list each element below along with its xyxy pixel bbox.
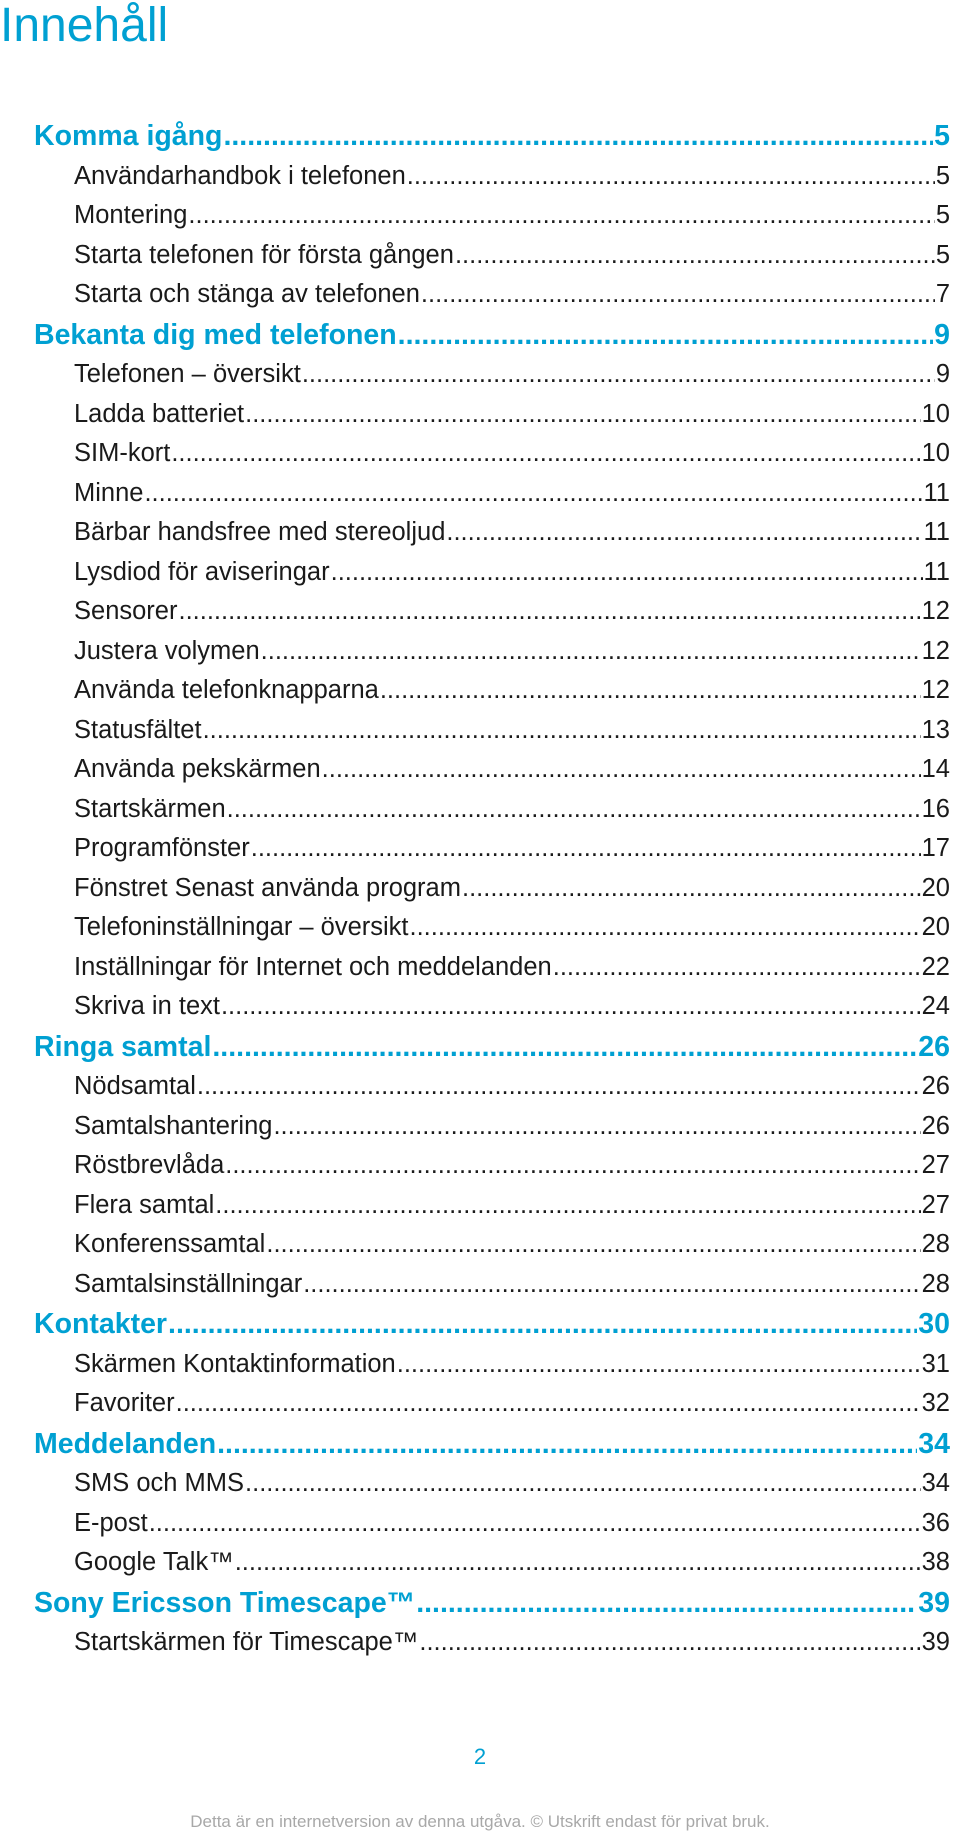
toc-subsection-entry[interactable] bbox=[34, 1464, 950, 1504]
toc-entry-page-number: 9 bbox=[934, 318, 950, 351]
toc-dot-leader bbox=[221, 987, 921, 1027]
toc-subsection-entry[interactable] bbox=[34, 1504, 950, 1544]
toc-dot-leader bbox=[410, 908, 921, 948]
toc-entry-page-number: 22 bbox=[921, 952, 950, 981]
toc-entry-page-number: 16 bbox=[921, 794, 950, 823]
toc-entry-page-number: 9 bbox=[935, 360, 950, 388]
toc-subsection-entry[interactable] bbox=[34, 275, 950, 315]
toc-entry-label: Favoriter bbox=[74, 1389, 175, 1417]
toc-dot-leader bbox=[149, 1504, 921, 1544]
toc-dot-leader bbox=[380, 671, 921, 711]
toc-entry-page-number: 10 bbox=[921, 439, 950, 467]
toc-entry-page-number: 5 bbox=[935, 240, 950, 269]
toc-entry-label: Meddelanden bbox=[34, 1427, 217, 1460]
toc-entry-label: Flera samtal bbox=[74, 1190, 215, 1219]
toc-entry-label: Använda telefonknapparna bbox=[74, 676, 379, 704]
toc-entry-page-number: 17 bbox=[921, 834, 950, 862]
toc-entry-label: Justera volymen bbox=[74, 636, 260, 665]
toc-entry-page-number: 34 bbox=[921, 1469, 950, 1497]
toc-entry-label: Nödsamtal bbox=[74, 1072, 196, 1100]
toc-subsection-entry[interactable] bbox=[34, 474, 950, 514]
toc-subsection-entry[interactable] bbox=[34, 157, 950, 197]
toc-dot-leader bbox=[421, 275, 935, 315]
toc-dot-leader bbox=[245, 395, 920, 435]
toc-entry-label: Inställningar för Internet och meddelanden bbox=[74, 952, 552, 981]
toc-entry-label: Startskärmen för Timescape™ bbox=[74, 1628, 419, 1656]
toc-entry-page-number: 27 bbox=[921, 1190, 950, 1219]
toc-dot-leader bbox=[266, 1225, 920, 1265]
toc-entry-label: Samtalshantering bbox=[74, 1111, 273, 1140]
toc-dot-leader bbox=[188, 196, 934, 236]
toc-subsection-entry[interactable] bbox=[34, 1345, 950, 1385]
toc-section-entry[interactable] bbox=[34, 1027, 950, 1068]
toc-dot-leader bbox=[144, 474, 922, 514]
toc-entry-label: Starta och stänga av telefonen bbox=[74, 280, 420, 308]
toc-subsection-entry[interactable] bbox=[34, 1543, 950, 1583]
toc-entry-page-number: 5 bbox=[935, 201, 950, 229]
toc-entry-page-number: 38 bbox=[921, 1548, 950, 1576]
toc-dot-leader bbox=[212, 1027, 917, 1068]
page-title: Innehåll bbox=[0, 0, 169, 52]
toc-entry-page-number: 36 bbox=[921, 1508, 950, 1537]
toc-section-entry[interactable] bbox=[34, 116, 950, 157]
toc-entry-page-number: 20 bbox=[921, 873, 950, 902]
toc-entry-page-number: 26 bbox=[918, 1030, 950, 1063]
toc-entry-page-number: 34 bbox=[918, 1427, 950, 1460]
toc-entry-page-number: 39 bbox=[921, 1628, 950, 1656]
toc-entry-label: Starta telefonen för första gången bbox=[74, 240, 454, 269]
toc-dot-leader bbox=[178, 592, 920, 632]
toc-entry-label: Bekanta dig med telefonen bbox=[34, 318, 397, 351]
toc-dot-leader bbox=[398, 315, 933, 356]
toc-subsection-entry[interactable] bbox=[34, 671, 950, 711]
toc-dot-leader bbox=[322, 750, 921, 790]
toc-entry-label: Samtalsinställningar bbox=[74, 1269, 303, 1298]
toc-section-entry[interactable] bbox=[34, 315, 950, 356]
toc-dot-leader bbox=[446, 513, 922, 553]
toc-entry-label: Ladda batteriet bbox=[74, 399, 245, 428]
toc-entry-label: Telefoninställningar – översikt bbox=[74, 913, 409, 941]
toc-entry-label: Kontakter bbox=[34, 1308, 168, 1340]
toc-dot-leader bbox=[176, 1384, 921, 1424]
toc-dot-leader bbox=[168, 1304, 917, 1345]
toc-dot-leader bbox=[462, 869, 921, 909]
toc-entry-label: Statusfältet bbox=[74, 715, 202, 744]
toc-entry-label: Montering bbox=[74, 201, 188, 229]
toc-dot-leader bbox=[235, 1543, 921, 1583]
toc-subsection-entry[interactable] bbox=[34, 790, 950, 830]
toc-subsection-entry[interactable] bbox=[34, 948, 950, 988]
toc-dot-leader bbox=[455, 236, 935, 276]
toc-subsection-entry[interactable] bbox=[34, 355, 950, 395]
toc-subsection-entry[interactable] bbox=[34, 750, 950, 790]
toc-entry-label: Använda pekskärmen bbox=[74, 755, 321, 783]
toc-entry-page-number: 20 bbox=[921, 913, 950, 941]
toc-entry-page-number: 39 bbox=[918, 1586, 950, 1619]
toc-dot-leader bbox=[303, 1265, 920, 1305]
toc-subsection-entry[interactable] bbox=[34, 1067, 950, 1107]
toc-dot-leader bbox=[225, 1146, 920, 1186]
toc-subsection-entry[interactable] bbox=[34, 592, 950, 632]
toc-dot-leader bbox=[227, 790, 921, 830]
toc-entry-page-number: 24 bbox=[921, 992, 950, 1020]
toc-subsection-entry[interactable] bbox=[34, 553, 950, 593]
toc-dot-leader bbox=[302, 355, 935, 395]
toc-section-entry[interactable] bbox=[34, 1304, 950, 1345]
toc-section-entry[interactable] bbox=[34, 1424, 950, 1465]
toc-dot-leader bbox=[251, 829, 921, 869]
toc-entry-page-number: 11 bbox=[923, 478, 950, 507]
toc-subsection-entry[interactable] bbox=[34, 1384, 950, 1424]
toc-subsection-entry[interactable] bbox=[34, 987, 950, 1027]
toc-dot-leader bbox=[223, 116, 933, 157]
toc-subsection-entry[interactable] bbox=[34, 1265, 950, 1305]
toc-section-entry[interactable] bbox=[34, 1583, 950, 1624]
toc-entry-label: Fönstret Senast använda program bbox=[74, 873, 461, 902]
toc-entry-label: Google Talk™ bbox=[74, 1548, 234, 1576]
toc-entry-page-number: 10 bbox=[921, 399, 950, 428]
toc-entry-label: Skärmen Kontaktinformation bbox=[74, 1349, 396, 1378]
toc-subsection-entry[interactable] bbox=[34, 236, 950, 276]
toc-entry-label: Telefonen – översikt bbox=[74, 360, 301, 388]
toc-subsection-entry[interactable] bbox=[34, 513, 950, 553]
toc-subsection-entry[interactable] bbox=[34, 1146, 950, 1186]
toc-dot-leader bbox=[171, 434, 920, 474]
page-number: 2 bbox=[473, 1744, 487, 1769]
toc-entry-page-number: 12 bbox=[921, 597, 950, 625]
toc-subsection-entry[interactable] bbox=[34, 908, 950, 948]
toc-entry-page-number: 11 bbox=[923, 518, 950, 546]
toc-dot-leader bbox=[416, 1583, 917, 1624]
toc-entry-label: Sensorer bbox=[74, 597, 178, 625]
toc-entry-label: Minne bbox=[74, 478, 144, 507]
toc-dot-leader bbox=[245, 1464, 921, 1504]
toc-entry-page-number: 5 bbox=[935, 161, 950, 190]
toc-entry-page-number: 14 bbox=[921, 755, 950, 783]
toc-entry-page-number: 28 bbox=[921, 1230, 950, 1258]
toc-dot-leader bbox=[419, 1623, 920, 1663]
toc-entry-label: Komma igång bbox=[34, 120, 223, 152]
toc-entry-page-number: 5 bbox=[934, 120, 950, 152]
toc-subsection-entry[interactable] bbox=[34, 632, 950, 672]
toc-dot-leader bbox=[261, 632, 921, 672]
toc-entry-page-number: 30 bbox=[918, 1308, 950, 1340]
toc-dot-leader bbox=[203, 711, 921, 751]
toc-entry-page-number: 32 bbox=[921, 1389, 950, 1417]
toc-entry-label: Lysdiod för aviseringar bbox=[74, 557, 330, 586]
toc-subsection-entry[interactable] bbox=[34, 1623, 950, 1663]
toc-dot-leader bbox=[273, 1107, 920, 1147]
toc-entry-label: Röstbrevlåda bbox=[74, 1151, 225, 1179]
toc-subsection-entry[interactable] bbox=[34, 395, 950, 435]
toc-dot-leader bbox=[197, 1067, 921, 1107]
toc-entry-page-number: 13 bbox=[921, 715, 950, 744]
toc-subsection-entry[interactable] bbox=[34, 196, 950, 236]
toc-entry-label: Sony Ericsson Timescape™ bbox=[34, 1586, 416, 1619]
toc-dot-leader bbox=[215, 1186, 920, 1226]
toc-entry-label: Programfönster bbox=[74, 834, 250, 862]
toc-entry-page-number: 11 bbox=[923, 557, 950, 586]
toc-entry-label: Ringa samtal bbox=[34, 1030, 212, 1063]
toc-entry-label: Användarhandbok i telefonen bbox=[74, 161, 406, 190]
toc-entry-label: Skriva in text bbox=[74, 992, 220, 1020]
toc-entry-label: Konferenssamtal bbox=[74, 1230, 266, 1258]
toc-dot-leader bbox=[553, 948, 921, 988]
toc-subsection-entry[interactable] bbox=[34, 434, 950, 474]
toc-entry-label: Startskärmen bbox=[74, 794, 226, 823]
toc-entry-page-number: 7 bbox=[935, 280, 950, 308]
toc-entry-page-number: 28 bbox=[921, 1269, 950, 1298]
toc-entry-label: Bärbar handsfree med stereoljud bbox=[74, 518, 446, 546]
toc-entry-page-number: 26 bbox=[921, 1111, 950, 1140]
toc-entry-label: E-post bbox=[74, 1508, 148, 1537]
toc-dot-leader bbox=[217, 1424, 917, 1465]
table-of-contents bbox=[34, 116, 950, 1663]
toc-dot-leader bbox=[331, 553, 923, 593]
toc-subsection-entry[interactable] bbox=[34, 1186, 950, 1226]
toc-subsection-entry[interactable] bbox=[34, 829, 950, 869]
toc-subsection-entry[interactable] bbox=[34, 711, 950, 751]
toc-entry-label: SMS och MMS bbox=[74, 1469, 245, 1497]
toc-subsection-entry[interactable] bbox=[34, 1225, 950, 1265]
toc-entry-page-number: 27 bbox=[921, 1151, 950, 1179]
toc-entry-page-number: 12 bbox=[921, 636, 950, 665]
toc-subsection-entry[interactable] bbox=[34, 1107, 950, 1147]
toc-dot-leader bbox=[407, 157, 935, 197]
toc-subsection-entry[interactable] bbox=[34, 869, 950, 909]
toc-entry-page-number: 26 bbox=[921, 1072, 950, 1100]
toc-entry-page-number: 31 bbox=[921, 1349, 950, 1378]
toc-entry-page-number: 12 bbox=[921, 676, 950, 704]
toc-dot-leader bbox=[397, 1345, 921, 1385]
footer-note: Detta är en internetversion av denna utgåva. © Utskrift endast för privat bruk. bbox=[190, 1812, 770, 1831]
toc-entry-label: SIM-kort bbox=[74, 439, 171, 467]
